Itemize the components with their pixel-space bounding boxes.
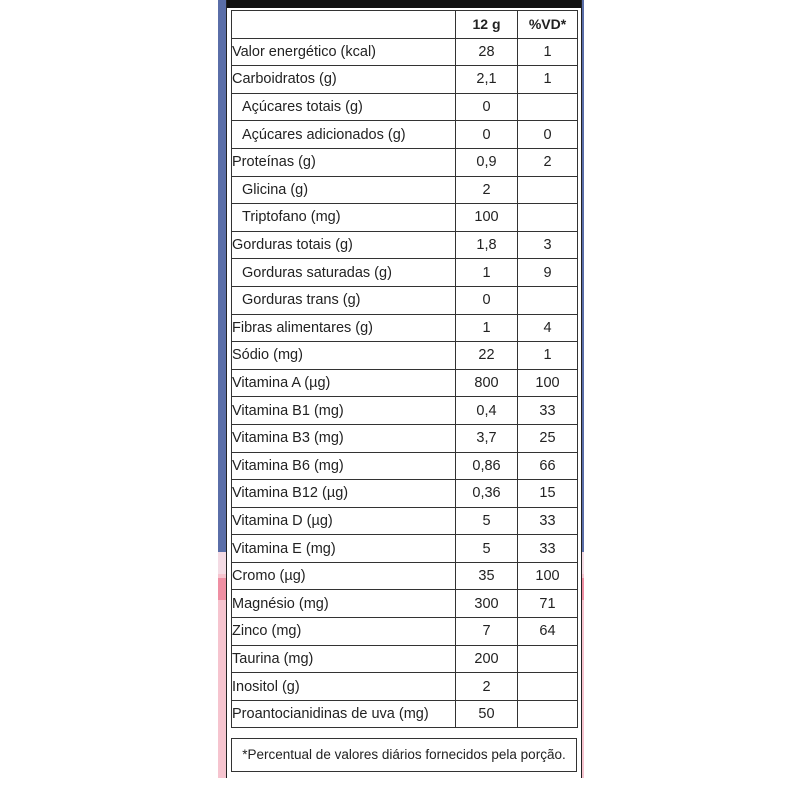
- table-row: [232, 66, 578, 94]
- nutrient-daily-value: 1: [518, 342, 578, 370]
- nutrient-daily-value: [518, 204, 578, 232]
- nutrient-daily-value: 100: [518, 562, 578, 590]
- table-row: [232, 618, 578, 646]
- nutrient-quantity: 300: [456, 590, 518, 618]
- nutrient-name: Gorduras saturadas (g): [232, 259, 456, 287]
- header-blank-cell: [232, 11, 456, 39]
- table-row: [232, 204, 578, 232]
- nutrient-name: Açúcares adicionados (g): [232, 121, 456, 149]
- nutrient-quantity: 1: [456, 314, 518, 342]
- table-header-row: [232, 11, 578, 39]
- nutrient-daily-value: [518, 645, 578, 673]
- nutrient-daily-value: 2: [518, 148, 578, 176]
- footnote: *Percentual de valores diários fornecidos pela porção.: [231, 738, 577, 772]
- nutrient-name: Vitamina B6 (mg): [232, 452, 456, 480]
- nutrient-daily-value: [518, 700, 578, 728]
- table-row: [232, 286, 578, 314]
- table-row: [232, 507, 578, 535]
- nutrient-quantity: 1: [456, 259, 518, 287]
- table-row: [232, 259, 578, 287]
- nutrient-quantity: 0,36: [456, 480, 518, 508]
- table-row: [232, 148, 578, 176]
- table-row: [232, 535, 578, 563]
- nutrient-name: Fibras alimentares (g): [232, 314, 456, 342]
- table-row: [232, 590, 578, 618]
- nutrient-name: Carboidratos (g): [232, 66, 456, 94]
- nutrient-name: Vitamina B1 (mg): [232, 397, 456, 425]
- table-row: [232, 480, 578, 508]
- table-row: [232, 38, 578, 66]
- nutrient-name: Vitamina B3 (mg): [232, 424, 456, 452]
- nutrient-daily-value: [518, 673, 578, 701]
- nutrient-name: Açúcares totais (g): [232, 93, 456, 121]
- table-row: [232, 93, 578, 121]
- nutrient-name: Gorduras trans (g): [232, 286, 456, 314]
- table-row: [232, 424, 578, 452]
- table-row: [232, 342, 578, 370]
- nutrient-quantity: 2: [456, 176, 518, 204]
- nutrient-daily-value: 66: [518, 452, 578, 480]
- nutrient-daily-value: 4: [518, 314, 578, 342]
- nutrient-daily-value: [518, 93, 578, 121]
- nutrient-name: Proteínas (g): [232, 148, 456, 176]
- table-row: [232, 231, 578, 259]
- table-row: [232, 673, 578, 701]
- nutrient-daily-value: 33: [518, 397, 578, 425]
- nutrient-daily-value: 25: [518, 424, 578, 452]
- nutrient-daily-value: 9: [518, 259, 578, 287]
- nutrient-daily-value: 3: [518, 231, 578, 259]
- nutrient-quantity: 200: [456, 645, 518, 673]
- nutrient-quantity: 22: [456, 342, 518, 370]
- nutrient-daily-value: 1: [518, 66, 578, 94]
- nutrient-quantity: 2: [456, 673, 518, 701]
- nutrient-name: Vitamina A (µg): [232, 369, 456, 397]
- nutrient-name: Triptofano (mg): [232, 204, 456, 232]
- table-row: [232, 397, 578, 425]
- nutrient-daily-value: 33: [518, 507, 578, 535]
- table-row: [232, 176, 578, 204]
- nutrient-quantity: 0,9: [456, 148, 518, 176]
- nutrient-quantity: 28: [456, 38, 518, 66]
- nutrient-daily-value: 15: [518, 480, 578, 508]
- nutrient-name: Glicina (g): [232, 176, 456, 204]
- nutrient-daily-value: [518, 286, 578, 314]
- nutrient-name: Inositol (g): [232, 673, 456, 701]
- nutrient-quantity: 100: [456, 204, 518, 232]
- nutrient-daily-value: [518, 176, 578, 204]
- table-row: [232, 121, 578, 149]
- nutrient-quantity: 5: [456, 507, 518, 535]
- nutrient-name: Vitamina D (µg): [232, 507, 456, 535]
- nutrient-quantity: 0: [456, 121, 518, 149]
- nutrient-quantity: 0,4: [456, 397, 518, 425]
- nutrient-quantity: 0,86: [456, 452, 518, 480]
- nutrient-daily-value: 64: [518, 618, 578, 646]
- nutrient-name: Gorduras totais (g): [232, 231, 456, 259]
- header-daily-value: %VD*: [518, 11, 578, 39]
- nutrient-quantity: 0: [456, 93, 518, 121]
- nutrient-name: Vitamina B12 (µg): [232, 480, 456, 508]
- nutrient-name: Vitamina E (mg): [232, 535, 456, 563]
- top-rule: [227, 0, 581, 8]
- table-row: [232, 369, 578, 397]
- nutrient-quantity: 0: [456, 286, 518, 314]
- table-row: [232, 452, 578, 480]
- nutrient-name: Valor energético (kcal): [232, 38, 456, 66]
- nutrient-quantity: 2,1: [456, 66, 518, 94]
- table-row: [232, 314, 578, 342]
- nutrient-name: Cromo (µg): [232, 562, 456, 590]
- nutrient-quantity: 5: [456, 535, 518, 563]
- nutrient-daily-value: 1: [518, 38, 578, 66]
- nutrient-quantity: 7: [456, 618, 518, 646]
- nutrient-name: Proantocianidinas de uva (mg): [232, 700, 456, 728]
- nutrient-daily-value: 100: [518, 369, 578, 397]
- nutrient-quantity: 1,8: [456, 231, 518, 259]
- nutrient-quantity: 3,7: [456, 424, 518, 452]
- nutrient-quantity: 50: [456, 700, 518, 728]
- nutrient-daily-value: 71: [518, 590, 578, 618]
- nutrition-table-body: [232, 38, 578, 728]
- nutrition-table: [231, 10, 578, 728]
- nutrition-label: [226, 0, 582, 778]
- table-row: [232, 700, 578, 728]
- table-row: [232, 562, 578, 590]
- nutrient-daily-value: 0: [518, 121, 578, 149]
- nutrient-daily-value: 33: [518, 535, 578, 563]
- nutrient-quantity: 800: [456, 369, 518, 397]
- nutrient-quantity: 35: [456, 562, 518, 590]
- table-row: [232, 645, 578, 673]
- nutrient-name: Magnésio (mg): [232, 590, 456, 618]
- nutrient-name: Sódio (mg): [232, 342, 456, 370]
- header-portion: 12 g: [456, 11, 518, 39]
- nutrient-name: Zinco (mg): [232, 618, 456, 646]
- nutrient-name: Taurina (mg): [232, 645, 456, 673]
